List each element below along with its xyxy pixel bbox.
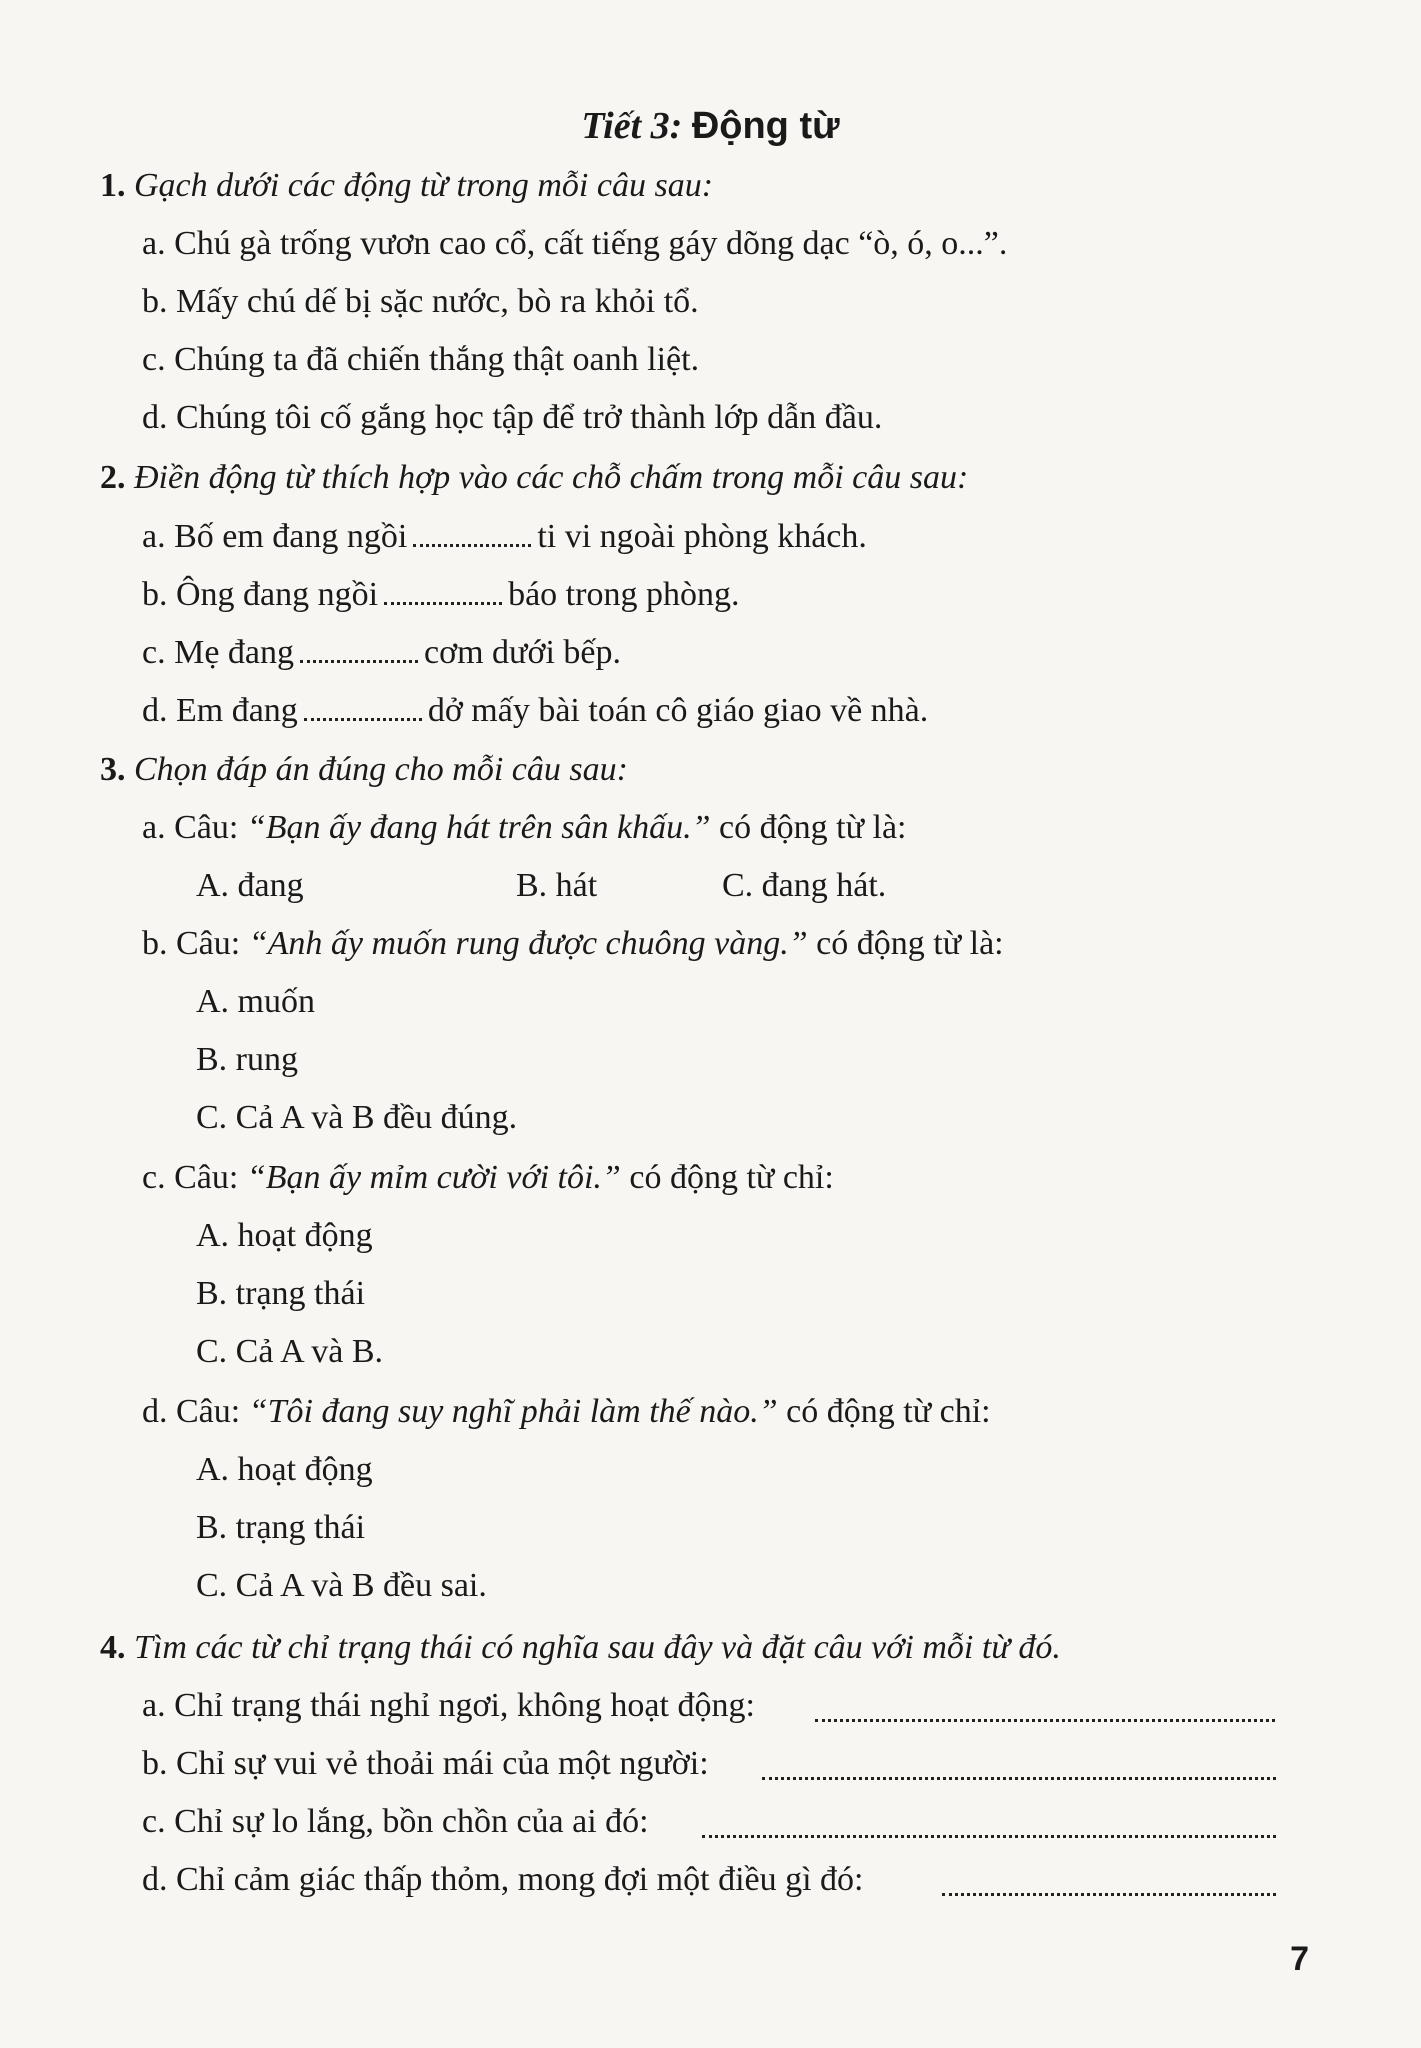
q3d-option-b[interactable]: B. trạng thái	[196, 1509, 366, 1546]
q3c-option-a[interactable]: A. hoạt động	[196, 1217, 373, 1254]
q3-item-d: d. Câu: “Tôi đang suy nghĩ phải làm thế nào.” có động từ chỉ:	[142, 1393, 991, 1430]
q3a-option-b[interactable]: B. hát	[516, 867, 598, 904]
q3d-option-c[interactable]: C. Cả A và B đều sai.	[196, 1567, 487, 1604]
question-4-prompt: 4. Tìm các từ chỉ trạng thái có nghĩa sau đây và đặt câu với mỗi từ đó.	[100, 1629, 1061, 1666]
q2-item-a: a. Bố em đang ngồi ti vi ngoài phòng khách.	[142, 514, 867, 559]
q3-item-b: b. Câu: “Anh ấy muốn rung được chuông vàng.” có động từ là:	[142, 925, 1004, 962]
answer-line-b[interactable]	[762, 1776, 1276, 1780]
answer-line-c[interactable]	[702, 1834, 1276, 1838]
q3c-option-b[interactable]: B. trạng thái	[196, 1275, 366, 1312]
question-1-prompt: 1. Gạch dưới các động từ trong mỗi câu sau:	[100, 167, 714, 204]
lesson-label: Tiết 3:	[581, 105, 683, 147]
q3a-option-a[interactable]: A. đang	[196, 867, 304, 904]
page-number: 7	[1290, 1940, 1309, 1978]
q4-item-a: a. Chỉ trạng thái nghỉ ngơi, không hoạt động:	[142, 1687, 755, 1724]
q1-item-b: b. Mấy chú dế bị sặc nước, bò ra khỏi tổ.	[142, 283, 699, 320]
page-title	[0, 104, 1421, 148]
q4-item-c: c. Chỉ sự lo lắng, bồn chồn của ai đó:	[142, 1803, 649, 1840]
q2-item-b: b. Ông đang ngồi báo trong phòng.	[142, 572, 739, 617]
q2-item-d: d. Em đang dở mấy bài toán cô giáo giao về nhà.	[142, 688, 928, 733]
q4-item-d: d. Chỉ cảm giác thấp thỏm, mong đợi một điều gì đó:	[142, 1861, 864, 1898]
q1-item-d: d. Chúng tôi cố gắng học tập để trở thành lớp dẫn đầu.	[142, 399, 883, 436]
q3d-option-a[interactable]: A. hoạt động	[196, 1451, 373, 1488]
question-3-prompt: 3. Chọn đáp án đúng cho mỗi câu sau:	[100, 751, 628, 788]
answer-line-a[interactable]	[815, 1718, 1275, 1722]
answer-blank[interactable]	[384, 572, 502, 605]
answer-blank[interactable]	[413, 514, 531, 547]
q1-item-c: c. Chúng ta đã chiến thắng thật oanh liệt.	[142, 341, 700, 378]
answer-blank[interactable]	[300, 630, 418, 663]
answer-line-d[interactable]	[942, 1892, 1276, 1896]
lesson-topic: Động từ	[691, 105, 840, 147]
answer-blank[interactable]	[304, 688, 422, 721]
q3-item-a: a. Câu: “Bạn ấy đang hát trên sân khấu.” có động từ là:	[142, 809, 907, 846]
q3b-option-b[interactable]: B. rung	[196, 1041, 298, 1078]
q3a-option-c[interactable]: C. đang hát.	[722, 867, 887, 904]
q3b-option-a[interactable]: A. muốn	[196, 983, 315, 1020]
q1-item-a: a. Chú gà trống vươn cao cổ, cất tiếng gáy dõng dạc “ò, ó, o...”.	[142, 225, 1008, 262]
question-2-prompt: 2. Điền động từ thích hợp vào các chỗ chấm trong mỗi câu sau:	[100, 459, 969, 496]
q4-item-b: b. Chỉ sự vui vẻ thoải mái của một người:	[142, 1745, 709, 1782]
q3-item-c: c. Câu: “Bạn ấy mỉm cười với tôi.” có động từ chỉ:	[142, 1159, 834, 1196]
q3b-option-c[interactable]: C. Cả A và B đều đúng.	[196, 1099, 518, 1136]
q2-item-c: c. Mẹ đang cơm dưới bếp.	[142, 630, 621, 675]
q3c-option-c[interactable]: C. Cả A và B.	[196, 1333, 384, 1370]
